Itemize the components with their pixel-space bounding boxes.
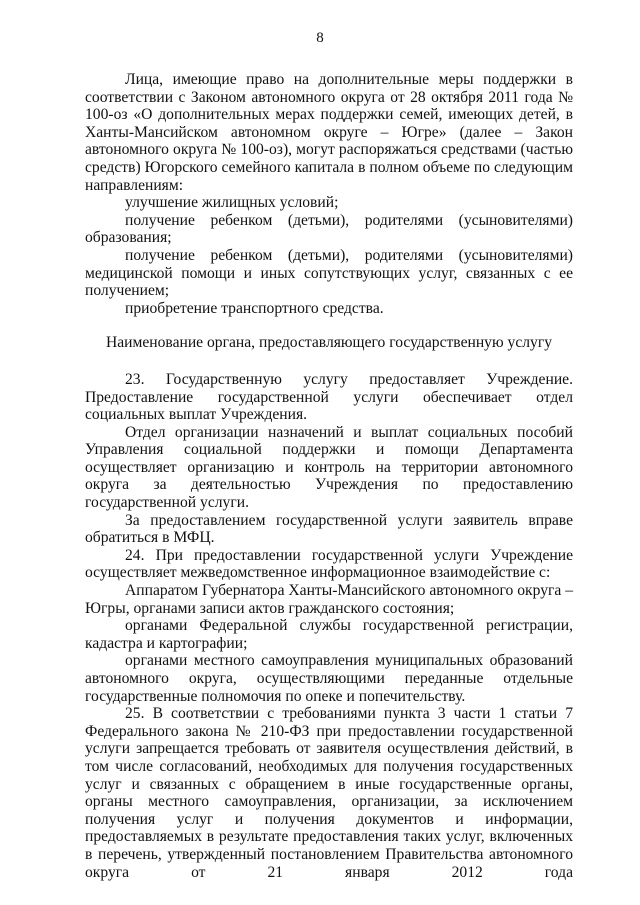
list-item-vehicle: приобретение транспортного средства. bbox=[125, 299, 384, 317]
section-heading: Наименование органа, предоставляющего государственную услугу bbox=[105, 334, 553, 352]
list-item-housing: улучшение жилищных условий; bbox=[125, 194, 339, 212]
paragraph-24: 24. При предоставлении государственной услуги Учреждение осуществляет межведомственное информационное взаимодействие с: bbox=[85, 546, 573, 582]
paragraph-department: Отдел организации назначений и выплат социальных пособий Управления социальной поддержки и помощи Департамента осуществляет организацию и контроль на территории автономного округа за деятельностью Учреждения по предоставлению государственной услуги. bbox=[85, 423, 573, 512]
paragraph-23: 23. Государственную услугу предоставляет Учреждение. Предоставление государственной услуги обеспечивает отдел социальных выплат Учреждения. bbox=[85, 370, 573, 424]
list-item-medical: получение ребенком (детьми), родителями (усыновителями) медицинской помощи и иных сопутствующих услуг, связанных с ее получением; bbox=[85, 246, 573, 300]
list-item-local-government: органами местного самоуправления муниципальных образований автономного округа, осуществляющими переданные отдельные государственные полномочия по опеке и попечительству. bbox=[85, 652, 573, 705]
paragraph-25: 25. В соответствии с требованиями пункта 3 части 1 статьи 7 Федерального закона № 210-ФЗ при предоставлении государственной услуги запрещается требовать от заявителя осуществления действий, в том числе согласований, необходимых для получения государственных услуг и связанных с обращением в иные государственные органы, органы местного самоуправления, организации, за исключением получения услуг и получения документов и информации, предоставляемых в результате предоставления таких услуг, включенных в перечень, утвержденный постановлением Правительства автономного округа от 21 января 2012 года bbox=[85, 705, 573, 881]
page-number: 8 bbox=[316, 30, 324, 46]
list-item-governor: Аппаратом Губернатора Ханты-Мансийского автономного округа – Югры, органами записи актов гражданского состояния; bbox=[85, 582, 573, 617]
list-item-registration: органами Федеральной службы государственной регистрации, кадастра и картографии; bbox=[85, 617, 573, 652]
document-body bbox=[85, 71, 573, 881]
list-item-education: получение ребенком (детьми), родителями (усыновителями) образования; bbox=[85, 211, 573, 247]
paragraph-mfc: За предоставлением государственной услуги заявитель вправе обратиться в МФЦ. bbox=[85, 511, 573, 547]
paragraph-intro: Лица, имеющие право на дополнительные меры поддержки в соответствии с Законом автономного округа от 28 октября 2011 года № 100-оз «О дополнительных мерах поддержки семей, имеющих детей, в Ханты-Мансийском автономном округе – Югре» (далее – Закон автономного округа № 100-оз), могут распоряжаться средствами (частью средств) Югорского семейного капитала в полном объеме по следующим направлениям: bbox=[85, 71, 573, 194]
